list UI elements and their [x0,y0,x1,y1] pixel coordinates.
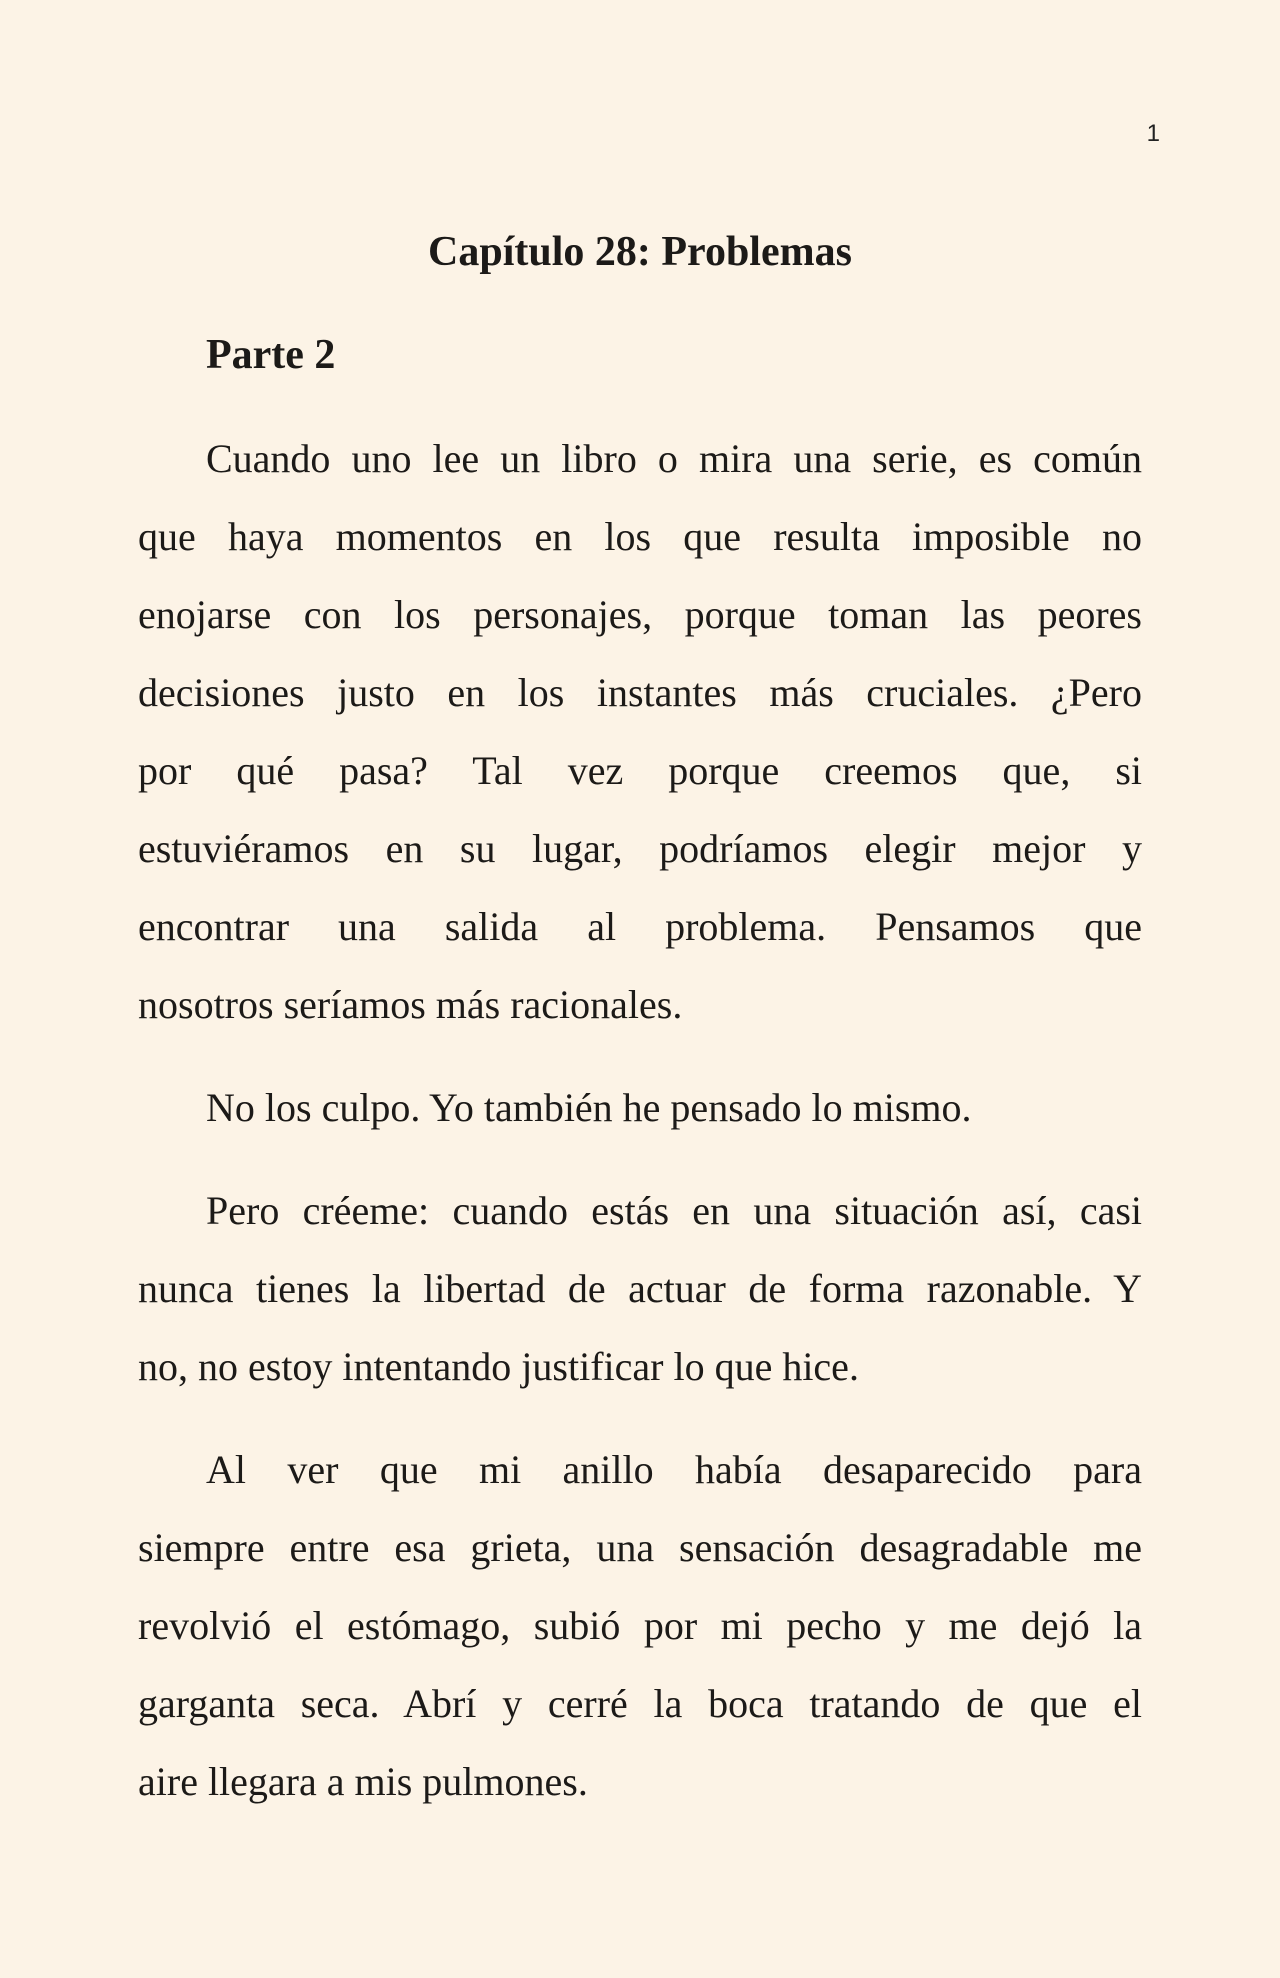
paragraph-4 [138,1431,1142,1821]
text-line: revolvió el estómago, subió por mi pecho y me dejó la [138,1603,1142,1648]
text-line: garganta seca. Abrí y cerré la boca tratando de que el [138,1681,1142,1726]
text-line: encontrar una salida al problema. Pensamos que [138,904,1142,949]
text-line: estuviéramos en su lugar, podríamos elegir mejor y [138,826,1142,871]
text-line: nunca tienes la libertad de actuar de forma razonable. Y [138,1266,1142,1311]
paragraph-1 [138,420,1142,1044]
text-line: por qué pasa? Tal vez porque creemos que, si [138,748,1142,793]
text-line: No los culpo. Yo también he pensado lo mismo. [206,1085,972,1130]
text-line: no, no estoy intentando justificar lo que hice. [138,1344,859,1389]
text-line: Al ver que mi anillo había desaparecido para [206,1447,1142,1492]
part-heading: Parte 2 [206,332,336,378]
text-line: que haya momentos en los que resulta imposible no [138,514,1142,559]
chapter-title: Capítulo 28: Problemas [428,229,852,275]
body-text [138,420,1142,1846]
paragraph-3 [138,1172,1142,1406]
text-line: decisiones justo en los instantes más cruciales. ¿Pero [138,670,1142,715]
paragraph-2 [138,1069,1142,1147]
text-line: nosotros seríamos más racionales. [138,982,683,1027]
text-line: aire llegara a mis pulmones. [138,1759,588,1804]
text-line: Pero créeme: cuando estás en una situación así, casi [206,1188,1142,1233]
text-line: enojarse con los personajes, porque toman las peores [138,592,1142,637]
page-number: 1 [1146,120,1160,147]
text-line: siempre entre esa grieta, una sensación desagradable me [138,1525,1142,1570]
text-line: Cuando uno lee un libro o mira una serie, es común [206,436,1142,481]
